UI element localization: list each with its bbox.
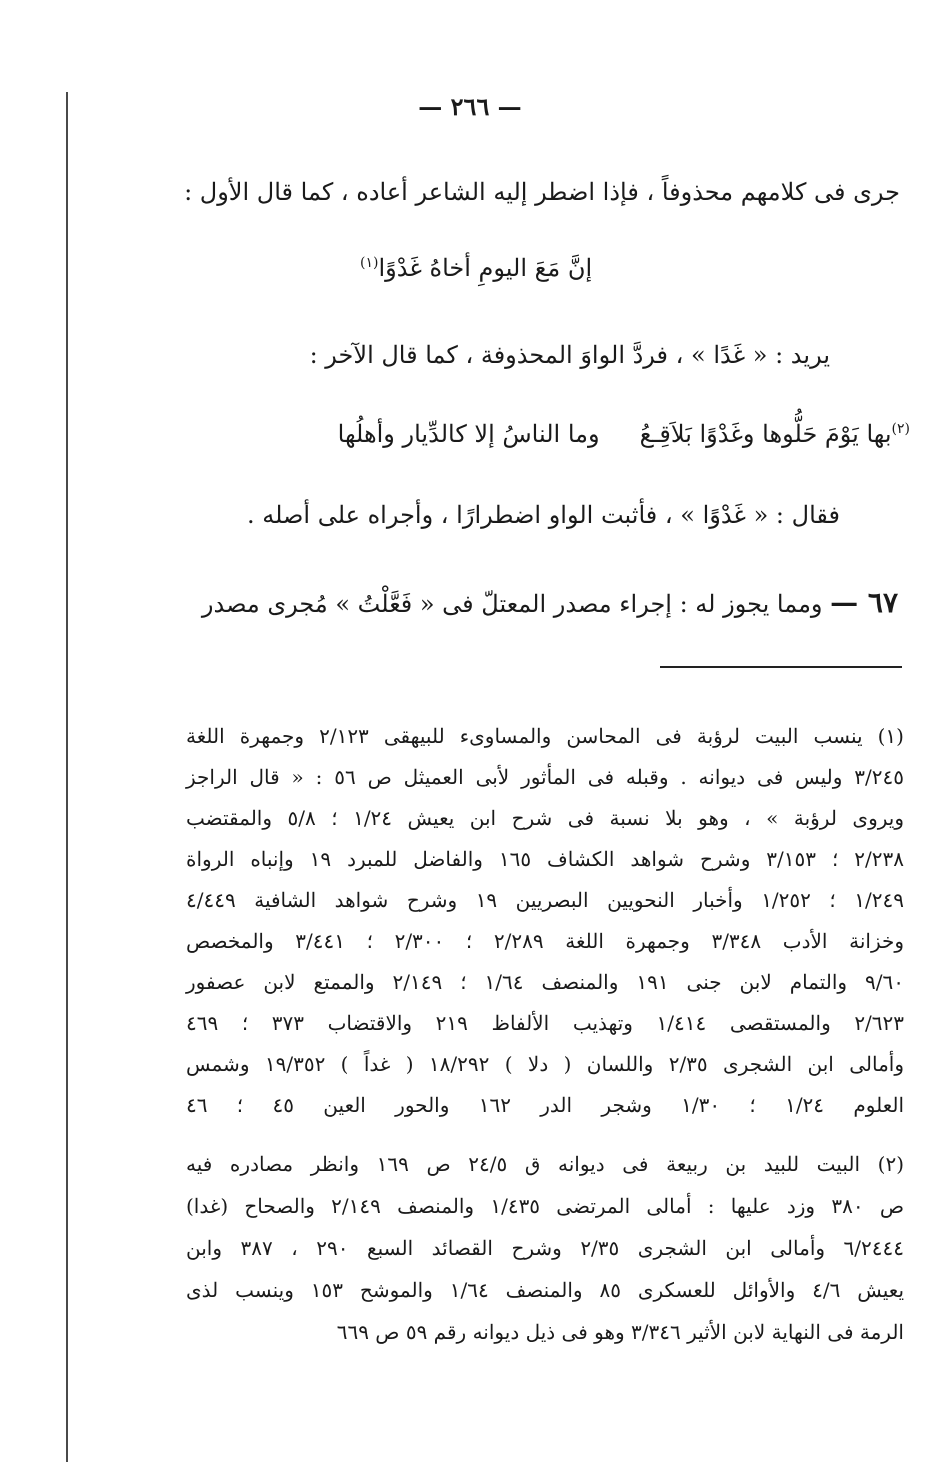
body-line-4-text: ومما يجوز له : إجراء مصدر المعتلّ فى « فَعَّلْتُ » مُجرى مصدر xyxy=(201,590,823,618)
verse-1-text: إنَّ مَعَ اليومِ أخاهُ غَدْوًا xyxy=(378,254,593,282)
footnote-line: يعيش ٤/٦ والأوائل للعسكرى ٨٥ والمنصف ١/٦٤ والموشح ١٥٣ وينسب لذى xyxy=(186,1278,905,1302)
footnote-ref-1: (١) xyxy=(360,255,379,271)
footnote-line: وأمالى ابن الشجرى ٢/٣٥ واللسان ( دلا ) ١٨/٢٩٢ ( غداً ) ١٩/٣٥٢ وشمس xyxy=(186,1052,905,1076)
footnote-line: ص ٣٨٠ وزد عليها : أمالى المرتضى ١/٤٣٥ والمنصف ٢/١٤٩ والصحاح (غدا) xyxy=(186,1194,905,1218)
body-line-4 xyxy=(202,585,898,621)
body-line-1: جرى فى كلامهم محذوفاً ، فإذا اضطر إليه الشاعر أعاده ، كما قال الأول : xyxy=(184,178,900,206)
footnote-line: ٢/٢٣٨ ؛ ٣/١٥٣ وشرح شواهد الكشاف ١٦٥ والفاضل للمبرد ١٩ وإنباه الرواة xyxy=(186,847,904,871)
body-line-2: يريد : « غَدًا » ، فردَّ الواوَ المحذوفة ، كما قال الآخر : xyxy=(309,341,830,369)
verse-2-first-hemistich: وما الناسُ إلا كالدِّيار وأهلُها xyxy=(337,420,600,448)
verse-2-second-hemistich: بها يَوْمَ حَلُّوها وغَدْوًا بَلاَقِـعُ xyxy=(639,420,892,448)
footnote-separator xyxy=(660,666,902,668)
footnote-line: (١) ينسب البيت لرؤبة فى المحاسن والمساوىء للبيهقى ٢/١٢٣ وجمهرة اللغة xyxy=(186,724,904,748)
footnote-line: ٣/٢٤٥ وليس فى ديوانه . وقبله فى المأثور لأبى العميثل ص ٥٦ : « قال الراجز xyxy=(186,765,905,789)
footnote-line: ٩/٦٠ والتمام لابن جنى ١٩١ والمنصف ١/٦٤ ؛ ٢/١٤٩ والممتع لابن عصفور xyxy=(186,970,905,994)
verse-2 xyxy=(338,420,910,448)
body-line-3: فقال : « غَدْوًا » ، فأثبت الواو اضطرارًا ، وأجراه على أصله . xyxy=(246,501,840,529)
footnote-line: ٦/٢٤٤٤ وأمالى ابن الشجرى ٢/٣٥ وشرح القصائد السبع ٢٩٠ ، ٣٨٧ وابن xyxy=(186,1236,904,1260)
footnote-line: ١/٢٤٩ ؛ ١/٢٥٢ وأخبار النحويين البصريين ١٩ وشرح شواهد الشافية ٤/٤٤٩ xyxy=(186,888,904,912)
footnote-line: الرمة فى النهاية لابن الأثير ٣/٣٤٦ وهو فى ذيل ديوانه رقم ٥٩ ص ٦٦٩ xyxy=(336,1320,904,1344)
footnote-line: ويروى لرؤبة » ، وهو بلا نسبة فى شرح ابن يعيش ١/٢٤ ؛ ٥/٨ والمقتضب xyxy=(186,806,904,830)
verse-1 xyxy=(360,254,592,282)
footnote-line: العلوم ١/٢٤ ؛ ١/٣٠ وشجر الدر ١٦٢ والحور العين ٤٥ ؛ ٤٦ xyxy=(186,1093,905,1117)
section-number: ٦٧ — xyxy=(830,586,898,619)
page-number: — ٢٦٦ — xyxy=(418,92,522,121)
footnote-line: وخزانة الأدب ٣/٣٤٨ وجمهرة اللغة ٢/٢٨٩ ؛ ٢/٣٠٠ ؛ ٣/٤٤١ والمخصص xyxy=(186,929,905,953)
footnote-line: ٢/٦٢٣ والمستقصى ١/٤١٤ وتهذيب الألفاظ ٢١٩ والاقتضاب ٣٧٣ ؛ ٤٦٩ xyxy=(186,1011,905,1035)
footnote-ref-2: (٢) xyxy=(891,421,910,437)
margin-rule xyxy=(66,92,68,1462)
footnote-line: (٢) البيت للبيد بن ربيعة فى ديوانه ق ٢٤/٥ ص ١٦٩ وانظر مصادره فيه xyxy=(186,1152,904,1176)
